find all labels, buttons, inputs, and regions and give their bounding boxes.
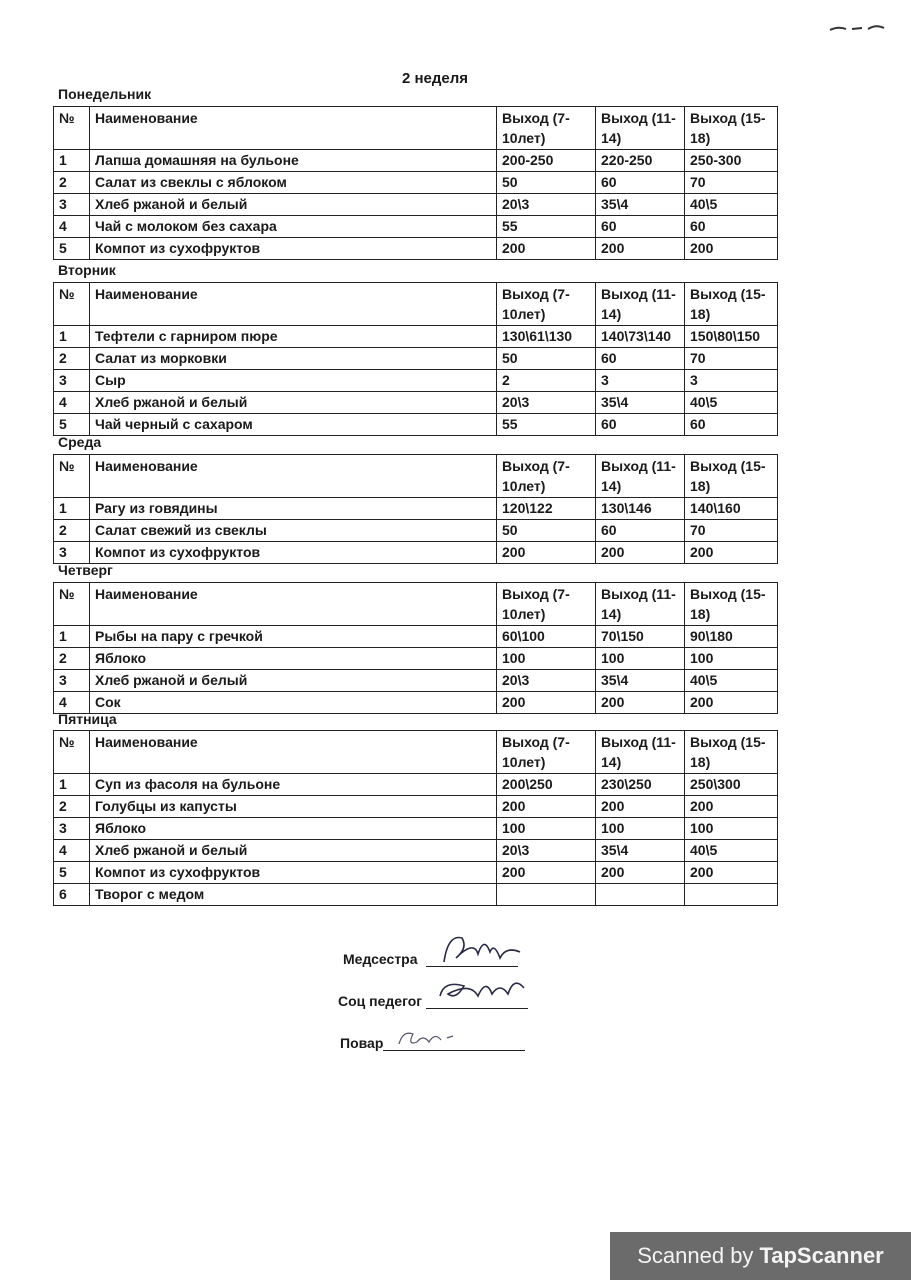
table-row: [54, 172, 778, 194]
dish-name: Сыр: [90, 370, 497, 392]
portion-15-18: 250-300: [685, 150, 778, 172]
menu-table-monday: [53, 106, 778, 260]
portion-7-10: 60\100: [497, 626, 596, 648]
table-header-row: [54, 583, 778, 626]
dish-name: Хлеб ржаной и белый: [90, 194, 497, 216]
signature-role-label: Повар: [340, 1035, 384, 1051]
portion-11-14: 200: [596, 542, 685, 564]
row-num: 3: [54, 194, 90, 216]
col-15-18-header: Выход (15-18): [685, 583, 778, 626]
portion-11-14: 60: [596, 172, 685, 194]
portion-7-10: 55: [497, 414, 596, 436]
table-header-row: [54, 731, 778, 774]
portion-7-10: 200: [497, 692, 596, 714]
portion-11-14: 140\73\140: [596, 326, 685, 348]
table-row: [54, 648, 778, 670]
signature-role-label: Соц педегог: [338, 993, 423, 1009]
row-num: 1: [54, 498, 90, 520]
row-num: 4: [54, 216, 90, 238]
portion-7-10: 130\61\130: [497, 326, 596, 348]
row-num: 3: [54, 818, 90, 840]
menu-table-tuesday: [53, 282, 778, 436]
menu-table-wednesday: [53, 454, 778, 564]
col-11-14-header: Выход (11-14): [596, 731, 685, 774]
day-label-monday: Понедельник: [58, 86, 152, 102]
portion-7-10: 50: [497, 172, 596, 194]
row-num: 2: [54, 648, 90, 670]
portion-11-14: 100: [596, 648, 685, 670]
col-15-18-header: Выход (15-18): [685, 731, 778, 774]
portion-7-10: 20\3: [497, 670, 596, 692]
portion-15-18: 70: [685, 348, 778, 370]
row-num: 2: [54, 348, 90, 370]
dish-name: Салат свежий из свеклы: [90, 520, 497, 542]
row-num: 1: [54, 326, 90, 348]
portion-11-14: 60: [596, 520, 685, 542]
pen-mark-icon: [828, 20, 888, 36]
dish-name: Хлеб ржаной и белый: [90, 392, 497, 414]
dish-name: Компот из сухофруктов: [90, 542, 497, 564]
portion-11-14: 35\4: [596, 194, 685, 216]
row-num: 1: [54, 150, 90, 172]
portion-15-18: 90\180: [685, 626, 778, 648]
table-row: [54, 194, 778, 216]
dish-name: Салат из свеклы с яблоком: [90, 172, 497, 194]
col-num-header: №: [54, 455, 90, 498]
row-num: 5: [54, 862, 90, 884]
signature-line: [426, 990, 528, 1009]
portion-15-18: 100: [685, 648, 778, 670]
col-num-header: №: [54, 107, 90, 150]
dish-name: Голубцы из капусты: [90, 796, 497, 818]
portion-11-14: 35\4: [596, 670, 685, 692]
portion-11-14: 70\150: [596, 626, 685, 648]
table-row: [54, 670, 778, 692]
portion-15-18: 3: [685, 370, 778, 392]
col-num-header: №: [54, 731, 90, 774]
row-num: 3: [54, 542, 90, 564]
row-num: 2: [54, 796, 90, 818]
menu-table-friday: [53, 730, 778, 906]
portion-15-18: 40\5: [685, 670, 778, 692]
portion-7-10: 120\122: [497, 498, 596, 520]
day-label-wednesday: Среда: [58, 434, 102, 450]
portion-11-14: [596, 884, 685, 906]
table-row: [54, 414, 778, 436]
portion-7-10: 200: [497, 796, 596, 818]
portion-7-10: 50: [497, 520, 596, 542]
portion-7-10: 20\3: [497, 392, 596, 414]
portion-15-18: 200: [685, 238, 778, 260]
watermark-brand: TapScanner: [759, 1243, 884, 1268]
signature-cook: [340, 1032, 525, 1051]
col-7-10-header: Выход (7-10лет): [497, 283, 596, 326]
signature-nurse: [343, 948, 518, 967]
dish-name: Хлеб ржаной и белый: [90, 840, 497, 862]
portion-15-18: 70: [685, 172, 778, 194]
table-row: [54, 884, 778, 906]
portion-15-18: 200: [685, 862, 778, 884]
portion-7-10: [497, 884, 596, 906]
signature-scribble-icon: [391, 1022, 471, 1052]
portion-7-10: 100: [497, 818, 596, 840]
table-row: [54, 520, 778, 542]
dish-name: Компот из сухофруктов: [90, 238, 497, 260]
row-num: 2: [54, 520, 90, 542]
portion-15-18: 200: [685, 796, 778, 818]
dish-name: Творог с медом: [90, 884, 497, 906]
table-row: [54, 216, 778, 238]
signature-social-teacher: [338, 990, 528, 1009]
portion-15-18: 70: [685, 520, 778, 542]
portion-15-18: 40\5: [685, 194, 778, 216]
portion-15-18: 40\5: [685, 840, 778, 862]
portion-15-18: 100: [685, 818, 778, 840]
table-header-row: [54, 455, 778, 498]
portion-11-14: 230\250: [596, 774, 685, 796]
col-15-18-header: Выход (15-18): [685, 283, 778, 326]
menu-table-thursday: [53, 582, 778, 714]
portion-15-18: 140\160: [685, 498, 778, 520]
day-label-thursday: Четверг: [58, 562, 113, 578]
col-15-18-header: Выход (15-18): [685, 107, 778, 150]
portion-7-10: 2: [497, 370, 596, 392]
row-num: 5: [54, 414, 90, 436]
table-row: [54, 542, 778, 564]
row-num: 1: [54, 626, 90, 648]
dish-name: Яблоко: [90, 818, 497, 840]
col-11-14-header: Выход (11-14): [596, 455, 685, 498]
portion-7-10: 100: [497, 648, 596, 670]
table-row: [54, 238, 778, 260]
portion-11-14: 35\4: [596, 840, 685, 862]
col-11-14-header: Выход (11-14): [596, 283, 685, 326]
dish-name: Суп из фасоля на бульоне: [90, 774, 497, 796]
row-num: 4: [54, 692, 90, 714]
table-row: [54, 840, 778, 862]
table-header-row: [54, 107, 778, 150]
dish-name: Салат из морковки: [90, 348, 497, 370]
scanner-watermark: [610, 1232, 911, 1280]
portion-7-10: 200: [497, 542, 596, 564]
row-num: 3: [54, 370, 90, 392]
portion-11-14: 220-250: [596, 150, 685, 172]
dish-name: Чай черный с сахаром: [90, 414, 497, 436]
portion-15-18: 250\300: [685, 774, 778, 796]
signature-role-label: Медсестра: [343, 951, 418, 967]
document-title: 2 неделя: [401, 70, 469, 87]
portion-7-10: 200-250: [497, 150, 596, 172]
portion-11-14: 200: [596, 796, 685, 818]
table-row: [54, 862, 778, 884]
col-11-14-header: Выход (11-14): [596, 107, 685, 150]
table-row: [54, 370, 778, 392]
portion-15-18: 60: [685, 216, 778, 238]
col-name-header: Наименование: [90, 731, 497, 774]
portion-7-10: 200: [497, 862, 596, 884]
portion-15-18: 40\5: [685, 392, 778, 414]
col-name-header: Наименование: [90, 583, 497, 626]
table-row: [54, 392, 778, 414]
row-num: 5: [54, 238, 90, 260]
portion-11-14: 35\4: [596, 392, 685, 414]
row-num: 4: [54, 840, 90, 862]
table-row: [54, 326, 778, 348]
row-num: 3: [54, 670, 90, 692]
portion-7-10: 200\250: [497, 774, 596, 796]
day-label-friday: Пятница: [58, 711, 117, 727]
signature-line: [383, 1032, 525, 1051]
dish-name: Лапша домашняя на бульоне: [90, 150, 497, 172]
portion-11-14: 130\146: [596, 498, 685, 520]
portion-15-18: [685, 884, 778, 906]
dish-name: Компот из сухофруктов: [90, 862, 497, 884]
portion-15-18: 60: [685, 414, 778, 436]
portion-7-10: 20\3: [497, 194, 596, 216]
table-row: [54, 774, 778, 796]
portion-7-10: 20\3: [497, 840, 596, 862]
row-num: 1: [54, 774, 90, 796]
portion-7-10: 200: [497, 238, 596, 260]
col-15-18-header: Выход (15-18): [685, 455, 778, 498]
table-row: [54, 796, 778, 818]
row-num: 2: [54, 172, 90, 194]
dish-name: Рагу из говядины: [90, 498, 497, 520]
dish-name: Тефтели с гарниром пюре: [90, 326, 497, 348]
col-num-header: №: [54, 283, 90, 326]
day-label-tuesday: Вторник: [58, 262, 116, 278]
portion-15-18: 200: [685, 692, 778, 714]
watermark-prefix: Scanned by: [637, 1243, 754, 1268]
portion-11-14: 60: [596, 414, 685, 436]
portion-15-18: 150\80\150: [685, 326, 778, 348]
table-row: [54, 626, 778, 648]
col-7-10-header: Выход (7-10лет): [497, 731, 596, 774]
portion-11-14: 3: [596, 370, 685, 392]
col-name-header: Наименование: [90, 107, 497, 150]
col-11-14-header: Выход (11-14): [596, 583, 685, 626]
dish-name: Рыбы на пару с гречкой: [90, 626, 497, 648]
col-name-header: Наименование: [90, 283, 497, 326]
signature-scribble-icon: [434, 972, 530, 1010]
portion-11-14: 200: [596, 238, 685, 260]
portion-7-10: 55: [497, 216, 596, 238]
dish-name: Сок: [90, 692, 497, 714]
col-7-10-header: Выход (7-10лет): [497, 583, 596, 626]
portion-11-14: 100: [596, 818, 685, 840]
signature-line: [426, 948, 518, 967]
table-row: [54, 498, 778, 520]
col-num-header: №: [54, 583, 90, 626]
dish-name: Чай с молоком без сахара: [90, 216, 497, 238]
col-name-header: Наименование: [90, 455, 497, 498]
table-row: [54, 348, 778, 370]
portion-11-14: 200: [596, 862, 685, 884]
row-num: 6: [54, 884, 90, 906]
table-row: [54, 150, 778, 172]
signature-scribble-icon: [434, 928, 524, 968]
portion-11-14: 200: [596, 692, 685, 714]
col-7-10-header: Выход (7-10лет): [497, 455, 596, 498]
portion-11-14: 60: [596, 216, 685, 238]
dish-name: Яблоко: [90, 648, 497, 670]
table-row: [54, 692, 778, 714]
dish-name: Хлеб ржаной и белый: [90, 670, 497, 692]
portion-15-18: 200: [685, 542, 778, 564]
col-7-10-header: Выход (7-10лет): [497, 107, 596, 150]
table-row: [54, 818, 778, 840]
portion-7-10: 50: [497, 348, 596, 370]
portion-11-14: 60: [596, 348, 685, 370]
row-num: 4: [54, 392, 90, 414]
table-header-row: [54, 283, 778, 326]
